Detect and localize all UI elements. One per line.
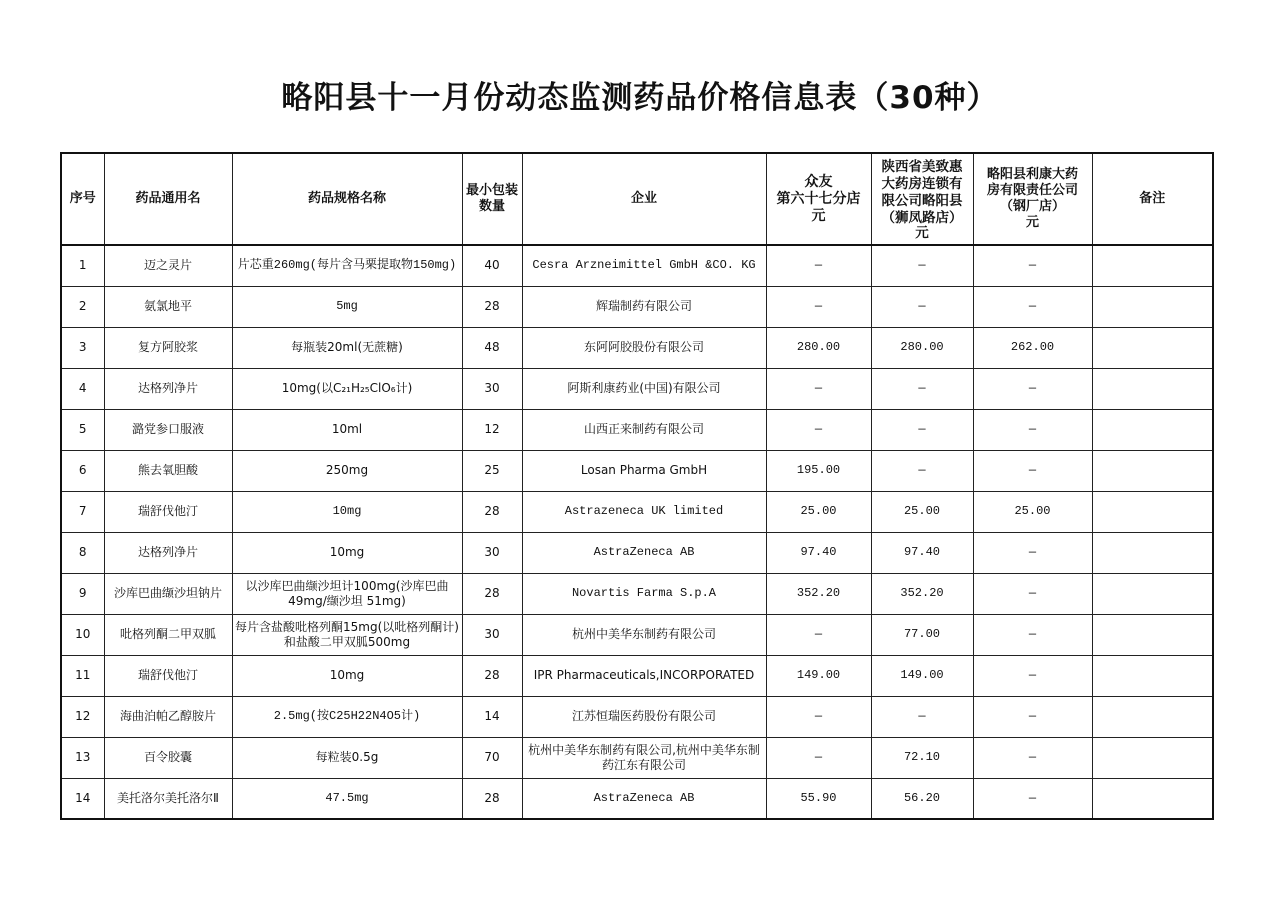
cell-spec: 每片含盐酸吡格列酮15mg(以吡格列酮计)和盐酸二甲双胍500mg [232,614,462,655]
cell-price-store2: 56.20 [871,778,973,819]
cell-seq: 9 [61,573,104,614]
cell-generic-name: 达格列净片 [104,368,232,409]
cell-price-store1: 149.00 [766,655,871,696]
cell-seq: 6 [61,450,104,491]
table-row [61,778,1213,819]
header-pack-line: 最小包装 [465,183,518,198]
cell-pack: 28 [462,491,522,532]
cell-spec: 10mg(以C₂₁H₂₅ClO₆计) [232,368,462,409]
table-row [61,491,1213,532]
cell-price-store1: — [766,409,871,450]
cell-remark [1092,696,1213,737]
cell-price-store2: — [871,450,973,491]
cell-remark [1092,737,1213,778]
cell-company: 东阿阿胶股份有限公司 [522,327,766,368]
header-store1-line: 众友 [804,173,833,190]
header-store2-line: 限公司略阳县 [881,193,963,209]
cell-company: 杭州中美华东制药有限公司,杭州中美华东制药江东有限公司 [522,737,766,778]
cell-price-store1: 352.20 [766,573,871,614]
cell-seq: 3 [61,327,104,368]
cell-pack: 12 [462,409,522,450]
cell-spec: 250mg [232,450,462,491]
cell-generic-name: 瑞舒伐他汀 [104,491,232,532]
cell-generic-name: 美托洛尔美托洛尔Ⅱ [104,778,232,819]
cell-price-store3: — [973,409,1092,450]
cell-remark [1092,245,1213,286]
cell-price-store2: — [871,368,973,409]
cell-pack: 30 [462,532,522,573]
cell-price-store2: 149.00 [871,655,973,696]
header-remark: 备注 [1092,153,1213,245]
cell-price-store3: — [973,614,1092,655]
cell-spec: 每瓶装20ml(无蔗糖) [232,327,462,368]
cell-spec: 10mg [232,491,462,532]
cell-price-store3: — [973,778,1092,819]
header-pack [462,153,522,245]
cell-price-store1: — [766,696,871,737]
cell-generic-name: 海曲泊帕乙醇胺片 [104,696,232,737]
cell-price-store1: — [766,368,871,409]
cell-seq: 11 [61,655,104,696]
header-store1-line: 第六十七分店 [776,190,861,207]
header-store3-line: （钢厂店） [999,199,1065,214]
cell-spec: 10mg [232,532,462,573]
cell-spec: 47.5mg [232,778,462,819]
cell-pack: 48 [462,327,522,368]
cell-price-store1: 195.00 [766,450,871,491]
cell-spec: 2.5mg(按C25H22N4O5计) [232,696,462,737]
cell-spec: 片芯重260mg(每片含马栗提取物150mg) [232,245,462,286]
cell-price-store2: — [871,245,973,286]
cell-company: Cesra Arzneimittel GmbH &CO. KG [522,245,766,286]
header-store3-line: 房有限责任公司 [986,183,1078,198]
cell-price-store3: 25.00 [973,491,1092,532]
cell-remark [1092,491,1213,532]
cell-generic-name: 百令胶囊 [104,737,232,778]
cell-price-store1: — [766,286,871,327]
cell-price-store1: 25.00 [766,491,871,532]
cell-price-store3: — [973,655,1092,696]
cell-generic-name: 潞党参口服液 [104,409,232,450]
cell-company: 阿斯利康药业(中国)有限公司 [522,368,766,409]
cell-spec: 10mg [232,655,462,696]
cell-seq: 5 [61,409,104,450]
cell-company: 江苏恒瑞医药股份有限公司 [522,696,766,737]
cell-price-store1: — [766,614,871,655]
cell-remark [1092,368,1213,409]
header-spec: 药品规格名称 [232,153,462,245]
cell-company: 山西正来制药有限公司 [522,409,766,450]
cell-seq: 1 [61,245,104,286]
table-row [61,450,1213,491]
cell-generic-name: 达格列净片 [104,532,232,573]
cell-company: IPR Pharmaceuticals,INCORPORATED [522,655,766,696]
cell-seq: 13 [61,737,104,778]
header-row [61,153,1213,245]
cell-remark [1092,532,1213,573]
table-row [61,655,1213,696]
cell-remark [1092,327,1213,368]
cell-price-store1: 280.00 [766,327,871,368]
price-table [60,152,1214,820]
cell-seq: 4 [61,368,104,409]
cell-company: 杭州中美华东制药有限公司 [522,614,766,655]
header-company: 企业 [522,153,766,245]
cell-generic-name: 熊去氧胆酸 [104,450,232,491]
cell-price-store2: — [871,696,973,737]
cell-generic-name: 吡格列酮二甲双胍 [104,614,232,655]
table-row [61,532,1213,573]
cell-price-store2: 25.00 [871,491,973,532]
cell-company: AstraZeneca AB [522,532,766,573]
cell-price-store3: — [973,532,1092,573]
cell-price-store1: — [766,737,871,778]
header-store2-line: （狮凤路店） [881,210,963,226]
cell-pack: 25 [462,450,522,491]
header-store2 [871,153,973,245]
cell-pack: 30 [462,368,522,409]
cell-price-store1: 97.40 [766,532,871,573]
cell-price-store1: 55.90 [766,778,871,819]
table-row [61,286,1213,327]
cell-generic-name: 复方阿胶浆 [104,327,232,368]
cell-seq: 12 [61,696,104,737]
header-store2-line: 元 [915,225,929,241]
header-store3-line: 略阳县利康大药 [986,167,1078,182]
header-pack-line: 数量 [478,199,505,214]
header-store3-line: 元 [1025,215,1039,230]
cell-price-store3: — [973,368,1092,409]
table-row [61,368,1213,409]
cell-price-store3: — [973,737,1092,778]
cell-price-store3: 262.00 [973,327,1092,368]
cell-price-store1: — [766,245,871,286]
header-store3 [973,153,1092,245]
cell-remark [1092,778,1213,819]
cell-company: Novartis Farma S.p.A [522,573,766,614]
cell-price-store3: — [973,573,1092,614]
cell-price-store2: — [871,286,973,327]
page-title: 略阳县十一月份动态监测药品价格信息表（30种） [281,80,999,116]
cell-seq: 2 [61,286,104,327]
cell-price-store2: 97.40 [871,532,973,573]
table-row [61,573,1213,614]
header-store2-line: 大药房连锁有 [881,176,963,192]
cell-price-store2: 72.10 [871,737,973,778]
header-seq: 序号 [61,153,104,245]
cell-pack: 28 [462,286,522,327]
cell-price-store3: — [973,286,1092,327]
cell-generic-name: 沙库巴曲缬沙坦钠片 [104,573,232,614]
cell-generic-name: 氨氯地平 [104,286,232,327]
cell-price-store3: — [973,245,1092,286]
cell-price-store2: 280.00 [871,327,973,368]
cell-spec: 每粒装0.5g [232,737,462,778]
cell-pack: 30 [462,614,522,655]
cell-pack: 14 [462,696,522,737]
cell-remark [1092,655,1213,696]
cell-price-store3: — [973,450,1092,491]
table-body [61,245,1213,819]
table-row [61,696,1213,737]
cell-company: Astrazeneca UK limited [522,491,766,532]
table-row [61,614,1213,655]
table-row [61,245,1213,286]
cell-company: Losan Pharma GmbH [522,450,766,491]
cell-seq: 14 [61,778,104,819]
cell-generic-name: 瑞舒伐他汀 [104,655,232,696]
cell-seq: 7 [61,491,104,532]
cell-remark [1092,409,1213,450]
cell-price-store3: — [973,696,1092,737]
header-store2-line: 陕西省美致惠 [881,159,963,175]
cell-price-store2: — [871,409,973,450]
cell-company: AstraZeneca AB [522,778,766,819]
cell-remark [1092,450,1213,491]
cell-seq: 8 [61,532,104,573]
cell-pack: 40 [462,245,522,286]
cell-pack: 70 [462,737,522,778]
cell-price-store2: 352.20 [871,573,973,614]
cell-pack: 28 [462,778,522,819]
header-store1-line: 元 [811,207,826,224]
table-row [61,737,1213,778]
cell-spec: 以沙库巴曲缬沙坦计100mg(沙库巴曲49mg/缬沙坦 51mg) [232,573,462,614]
cell-spec: 5mg [232,286,462,327]
cell-price-store2: 77.00 [871,614,973,655]
header-generic-name: 药品通用名 [104,153,232,245]
table-row [61,409,1213,450]
cell-remark [1092,286,1213,327]
cell-pack: 28 [462,655,522,696]
cell-pack: 28 [462,573,522,614]
cell-generic-name: 迈之灵片 [104,245,232,286]
cell-remark [1092,573,1213,614]
table-row [61,327,1213,368]
cell-company: 辉瑞制药有限公司 [522,286,766,327]
header-store1 [766,153,871,245]
cell-remark [1092,614,1213,655]
cell-spec: 10ml [232,409,462,450]
cell-seq: 10 [61,614,104,655]
